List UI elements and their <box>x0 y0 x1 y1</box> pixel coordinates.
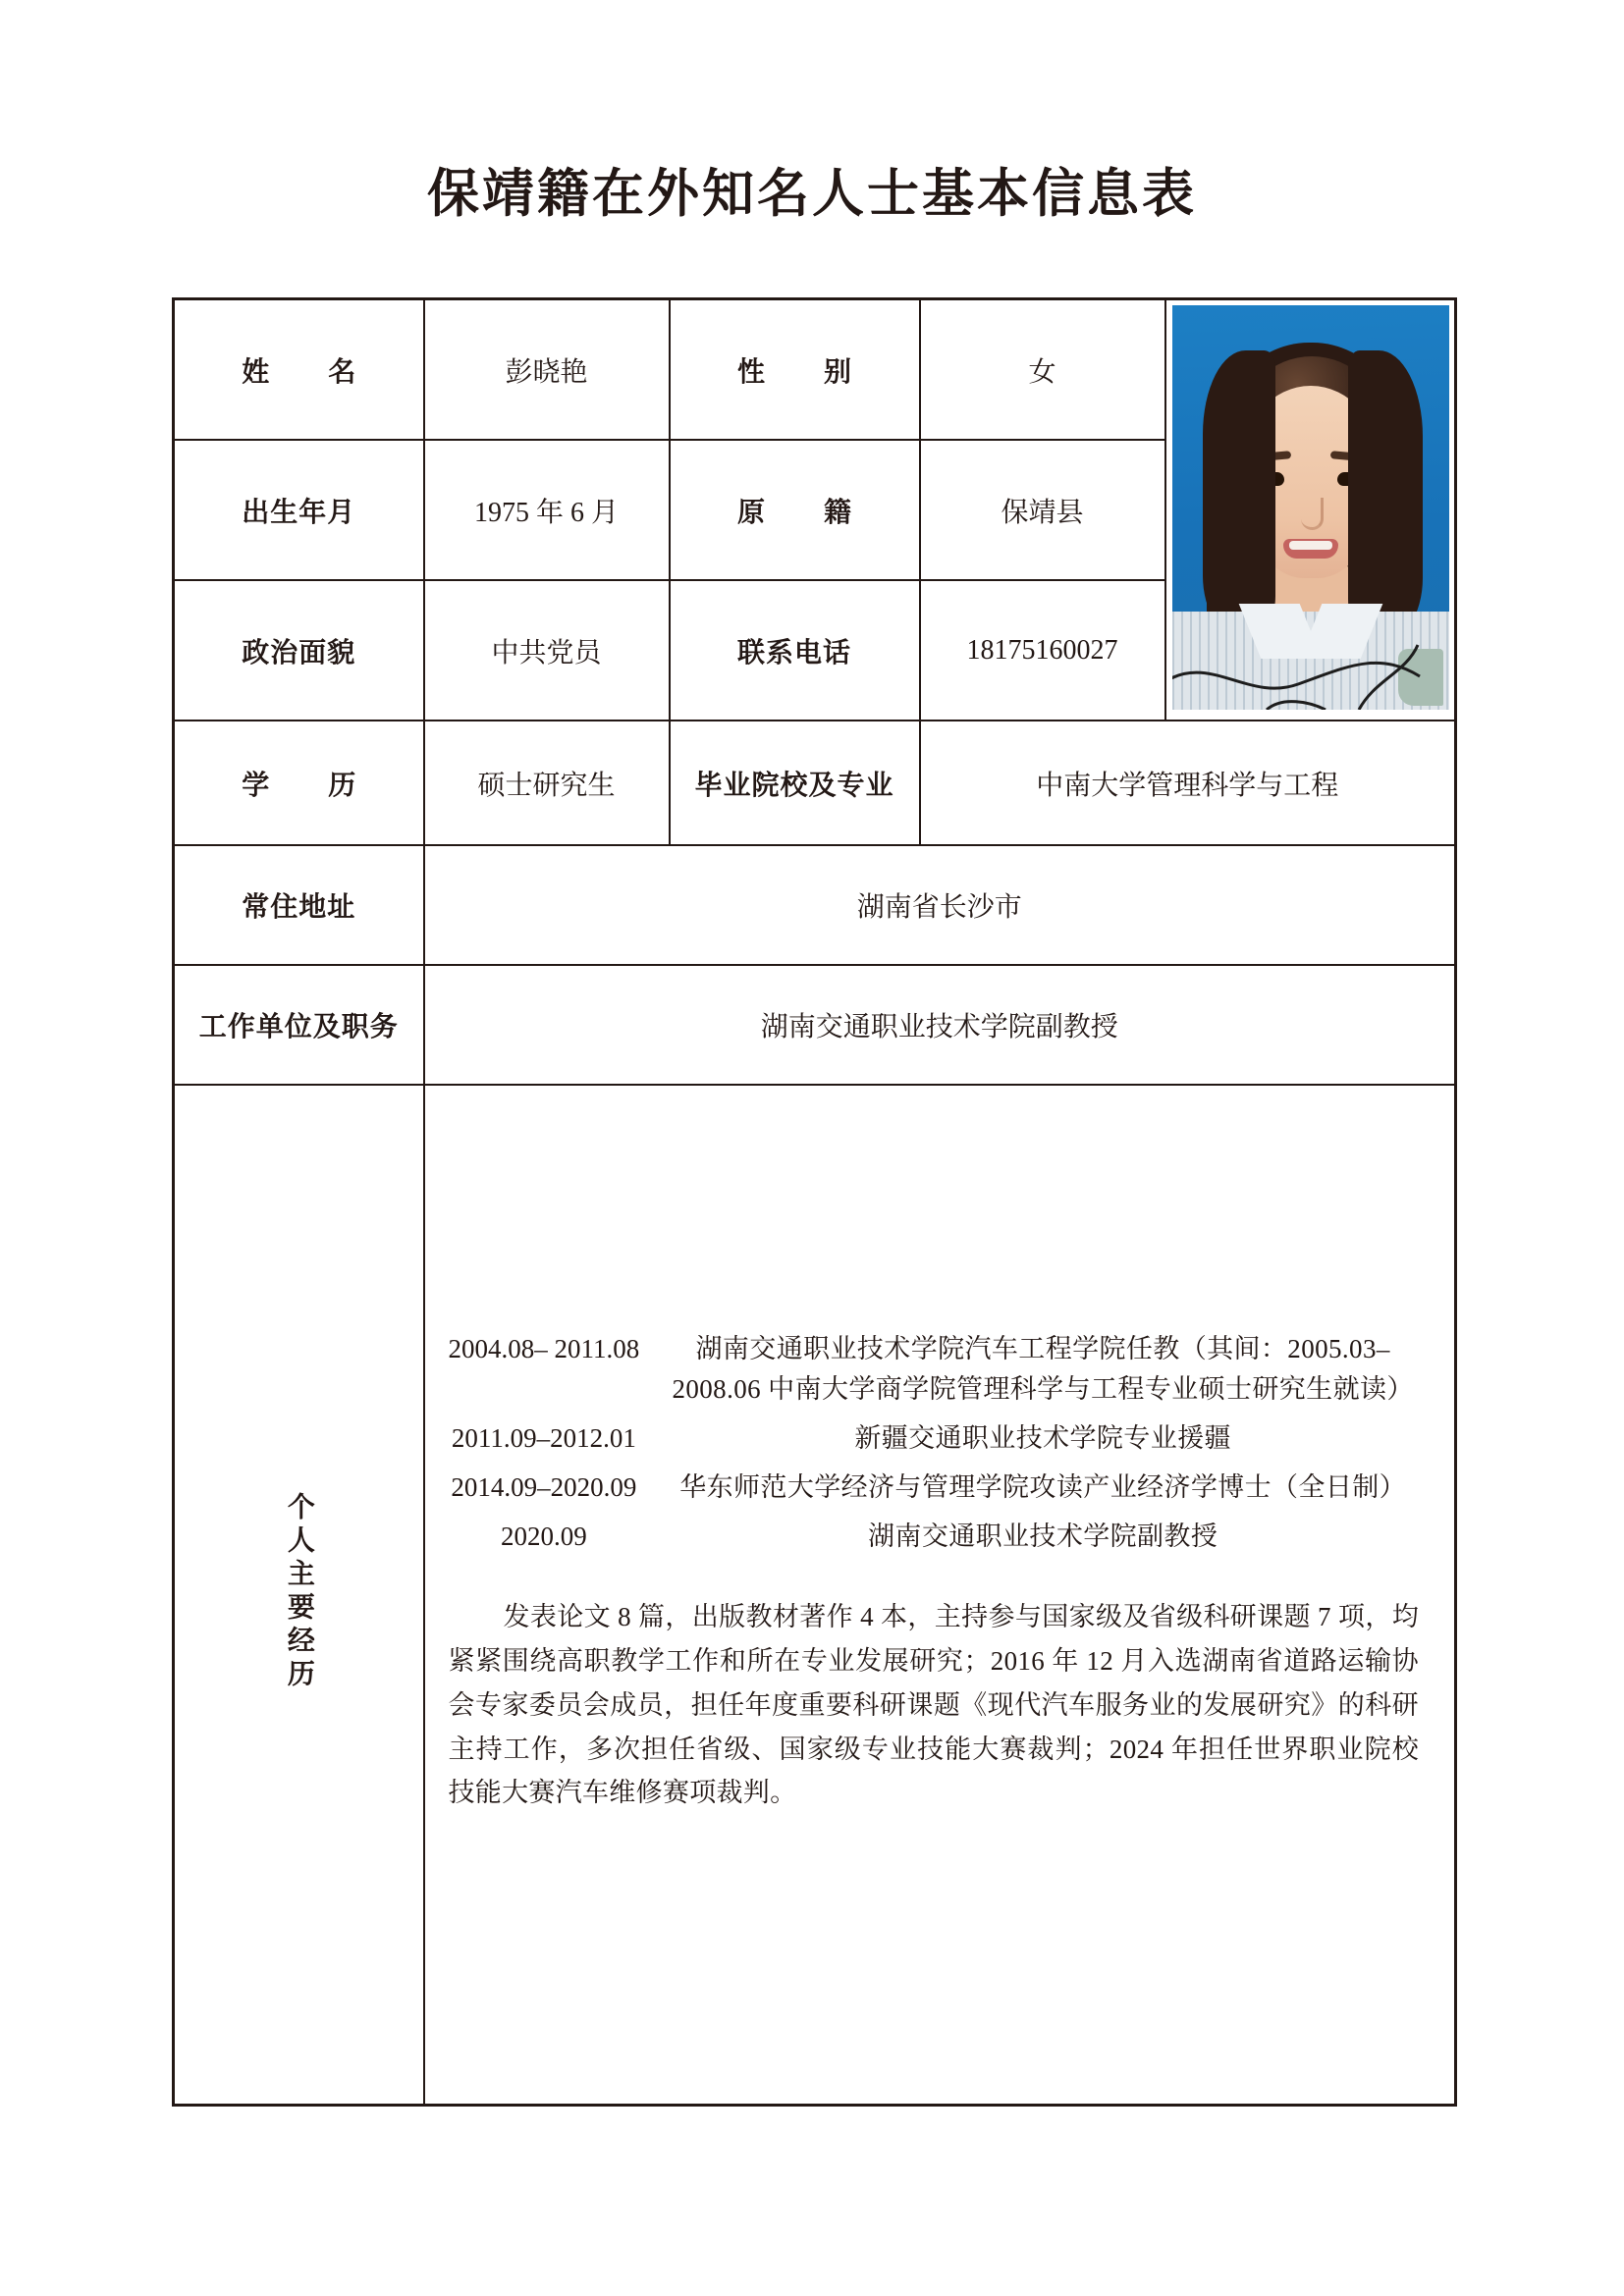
experience-text: 华东师范大学经济与管理学院攻读产业经济学博士（全日制） <box>679 1472 1407 1503</box>
list-item <box>449 1418 1426 1468</box>
table-row <box>174 299 1456 441</box>
experience-date: 2014.09–2020.09 <box>451 1472 637 1503</box>
value-school-major: 中南大学管理科学与工程 <box>920 721 1456 845</box>
value-address: 湖南省长沙市 <box>424 845 1456 965</box>
experience-date: 2020.09 <box>501 1522 587 1552</box>
experience-date: 2011.09–2012.01 <box>451 1423 636 1454</box>
page-title: 保靖籍在外知名人士基本信息表 <box>427 166 1197 223</box>
table-row <box>174 845 1456 965</box>
portrait-hair-strand-left <box>1203 350 1275 641</box>
list-item <box>449 1329 1426 1418</box>
value-political-status: 中共党员 <box>424 580 670 721</box>
portrait-shirt-pattern <box>1172 612 1449 710</box>
label-education: 学 历 <box>174 721 424 845</box>
experience-text: 湖南交通职业技术学院汽车工程学院任教（其间：2005.03–2008.06 中南大学商学院管理科学与工程专业硕士研究生就读） <box>672 1334 1414 1405</box>
value-origin: 保靖县 <box>920 440 1165 580</box>
label-school-major: 毕业院校及专业 <box>670 721 920 845</box>
label-birth-date: 出生年月 <box>174 440 424 580</box>
label-gender: 性 别 <box>670 299 920 441</box>
photo-cell <box>1165 299 1456 721</box>
experience-list <box>449 1329 1426 1566</box>
portrait-hair-strand-right <box>1348 350 1423 645</box>
portrait-nose <box>1301 498 1324 530</box>
table-row <box>174 721 1456 845</box>
value-name: 彭晓艳 <box>424 299 670 441</box>
label-work-unit: 工作单位及职务 <box>174 965 424 1085</box>
label-political-status: 政治面貌 <box>174 580 424 721</box>
experience-text: 新疆交通职业技术学院专业援疆 <box>854 1423 1231 1454</box>
list-item <box>449 1517 1426 1566</box>
experience-summary-paragraph: 发表论文 8 篇，出版教材著作 4 本，主持参与国家级及省级科研课题 7 项，均紧紧围绕高职教学工作和所在专业发展研究；2016 年 12 月入选湖南省道路运输协会专家委员会成员，担任年度重要科研课题《现代汽车服务业的发展研究》的科研主持工作，多次担任省级、国家级专业技能大赛裁判；2024 年担任世界职业院校技能大赛汽车维修赛项裁判。 <box>448 1602 1419 1808</box>
experience-date: 2004.08– 2011.08 <box>448 1334 640 1363</box>
value-work-unit: 湖南交通职业技术学院副教授 <box>424 965 1456 1085</box>
value-birth-date: 1975 年 6 月 <box>424 440 670 580</box>
label-address: 常住地址 <box>174 845 424 965</box>
label-origin: 原 籍 <box>670 440 920 580</box>
label-phone: 联系电话 <box>670 580 920 721</box>
value-experience <box>424 1085 1456 2106</box>
personal-info-table <box>172 297 1457 2107</box>
portrait-photo <box>1172 305 1449 710</box>
value-gender: 女 <box>920 299 1165 441</box>
label-name: 姓 名 <box>174 299 424 441</box>
label-experience-text: 个人主要经历 <box>283 1492 314 1692</box>
experience-content <box>449 1086 1426 1815</box>
value-phone: 18175160027 <box>920 580 1165 721</box>
portrait-teeth <box>1289 541 1332 550</box>
list-item <box>449 1468 1426 1517</box>
photo-frame <box>1166 300 1455 720</box>
label-experience <box>174 1085 424 2106</box>
table-row <box>174 965 1456 1085</box>
value-education: 硕士研究生 <box>424 721 670 845</box>
experience-text: 湖南交通职业技术学院副教授 <box>868 1522 1218 1552</box>
table-row-experience <box>174 1085 1456 2106</box>
